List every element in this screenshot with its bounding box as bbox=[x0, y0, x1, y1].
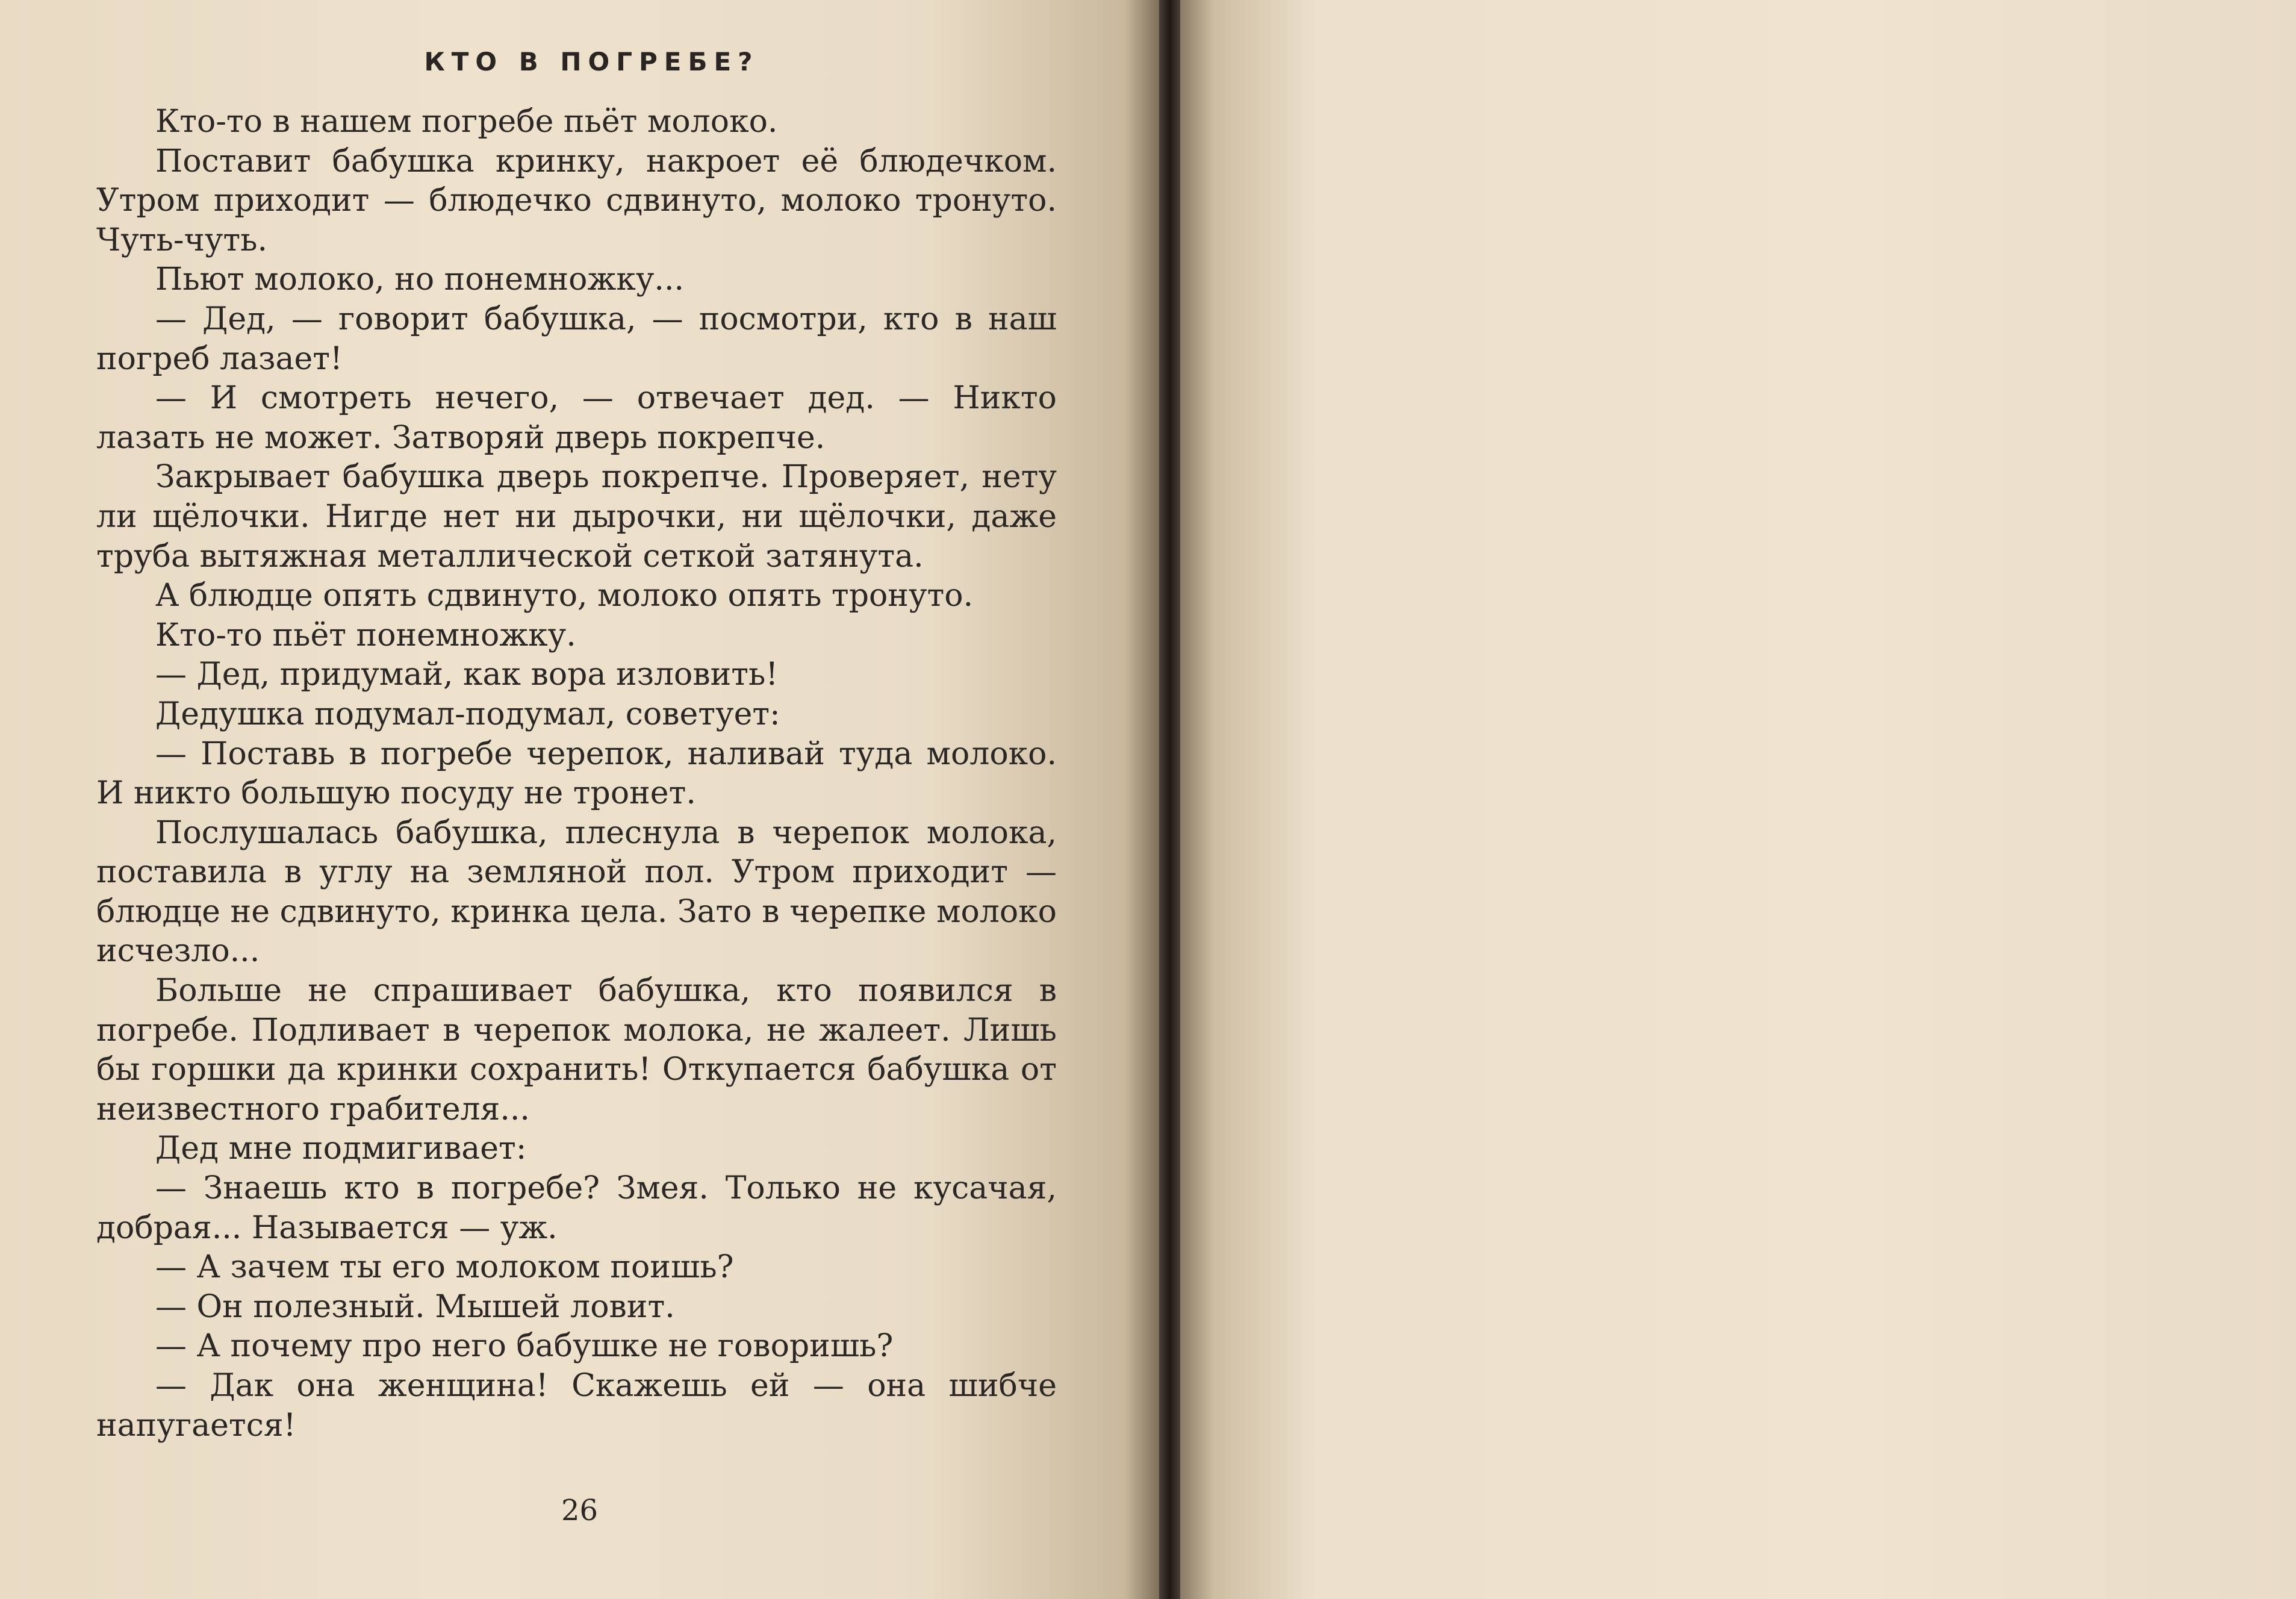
paragraph: Закрывает бабушка дверь покрепче. Проверяет, нету ли щёлочки. Нигде нет ни дырочки, ни щёлочки, даже труба вытяжная металлической сеткой затянута. bbox=[96, 459, 1057, 575]
paragraph: — Знаешь кто в погребе? Змея. Только не кусачая, добрая... Называется — уж. bbox=[96, 1170, 1057, 1246]
paragraph: Пьют молоко, но понемножку... bbox=[155, 261, 685, 298]
paragraph: Дедушка подумал-подумал, советует: bbox=[155, 696, 780, 732]
story-text bbox=[96, 102, 1057, 1445]
paragraph: — Он полезный. Мышей ловит. bbox=[155, 1288, 675, 1325]
story-title: КТО В ПОГРЕБЕ? bbox=[424, 47, 759, 76]
page-number: 26 bbox=[561, 1494, 599, 1527]
paragraph: — Поставь в погребе черепок, наливай туда молоко. И никто большую посуду не тронет. bbox=[96, 735, 1057, 812]
paragraph: — Дак она женщина! Скажешь ей — она шибче напугается! bbox=[96, 1368, 1057, 1444]
paragraph: Кто-то пьёт понемножку. bbox=[155, 617, 576, 653]
paragraph: — Дед, придумай, как вора изловить! bbox=[155, 656, 779, 693]
right-page bbox=[1180, 0, 2296, 1599]
paragraph: Кто-то в нашем погребе пьёт молоко. bbox=[155, 104, 778, 140]
book-spine bbox=[1159, 0, 1180, 1599]
paragraph: Больше не спрашивает бабушка, кто появился в погребе. Подливает в черепок молока, не жалеет. Лишь бы горшки да кринки сохранить! Откупается бабушка от неизвестного грабителя... bbox=[96, 973, 1057, 1127]
paragraph: — А почему про него бабушке не говоришь? bbox=[155, 1328, 894, 1365]
paragraph: — Дед, — говорит бабушка, — посмотри, кто в наш погреб лазает! bbox=[96, 301, 1057, 377]
paragraph: — А зачем ты его молоком поишь? bbox=[155, 1249, 734, 1286]
paragraph: Дед мне подмигивает: bbox=[155, 1130, 527, 1167]
paragraph: — И смотреть нечего, — отвечает дед. — Никто лазать не может. Затворяй дверь покрепче. bbox=[96, 380, 1057, 456]
paragraph: Послушалась бабушка, плеснула в черепок молока, поставила в углу на земляной пол. Утром приходит — блюдце не сдвинуто, кринка цела. Зато в черепке молоко исчезло... bbox=[96, 814, 1057, 970]
paragraph: Поставит бабушка кринку, накроет её блюдечком. Утром приходит — блюдечко сдвинуто, молоко тронуто. Чуть-чуть. bbox=[96, 143, 1057, 258]
paragraph: А блюдце опять сдвинуто, молоко опять тронуто. bbox=[155, 578, 974, 614]
